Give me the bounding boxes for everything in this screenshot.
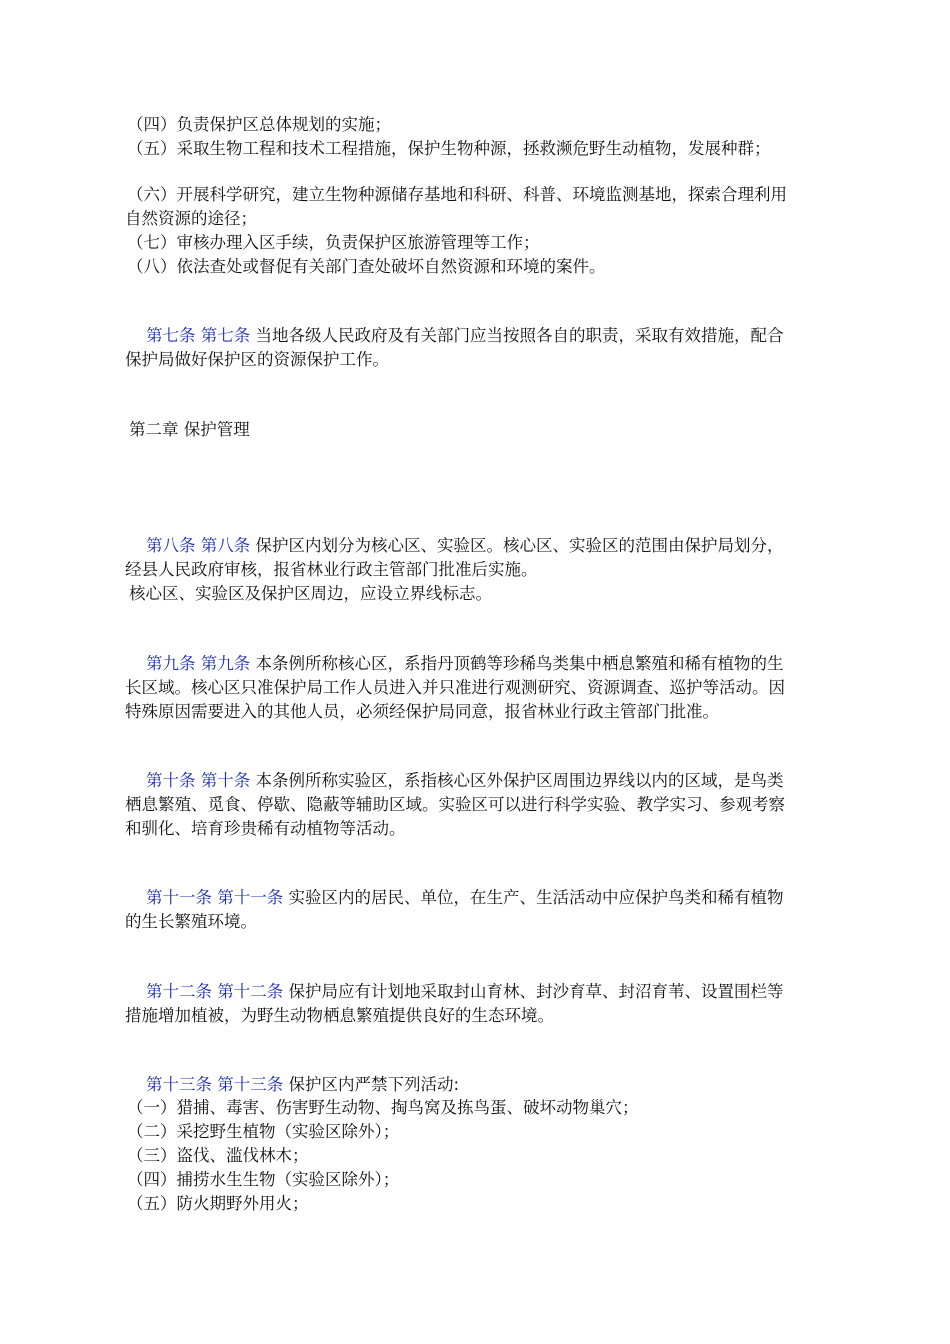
list-item: （八）依法查处或督促有关部门查处破坏自然资源和环境的案件。 [127, 257, 606, 276]
article-link[interactable]: 第十条 [200, 771, 251, 790]
article-text: 当地各级人民政府及有关部门应当按照各自的职责，采取有效措施，配合 [255, 326, 784, 345]
list-item: 自然资源的途径； [125, 209, 257, 228]
article-7-line-1 [146, 324, 784, 348]
article-11-line-1 [146, 886, 784, 910]
article-12-line-1 [146, 980, 784, 1004]
list-item: （一）猎捕、毒害、伤害野生动物、掏鸟窝及拣鸟蛋、破坏动物巢穴； [127, 1098, 639, 1117]
list-item: （三）盗伐、滥伐林木； [127, 1146, 309, 1165]
list-item: （六）开展科学研究，建立生物种源储存基地和科研、科普、环境监测基地，探索合理利用 [127, 185, 787, 204]
list-item: （五）防火期野外用火； [127, 1194, 309, 1213]
article-link[interactable]: 第十二条 [217, 982, 284, 1001]
article-text: 本条例所称核心区，系指丹顶鹤等珍稀鸟类集中栖息繁殖和稀有植物的生 [255, 654, 784, 673]
article-8-line-3: 核心区、实验区及保护区周边，应设立界线标志。 [129, 584, 492, 603]
article-link[interactable]: 第十三条 [217, 1075, 284, 1094]
article-text: 保护区内划分为核心区、实验区。核心区、实验区的范围由保护局划分， [255, 536, 784, 555]
article-text: 实验区内的居民、单位，在生产、生活活动中应保护鸟类和稀有植物 [288, 888, 784, 907]
article-link[interactable]: 第十一条 [217, 888, 284, 907]
list-item: （五）采取生物工程和技术工程措施，保护生物种源，拯救濒危野生动植物，发展种群； [127, 139, 771, 158]
article-10-line-2: 栖息繁殖、觅食、停歇、隐蔽等辅助区域。实验区可以进行科学实验、教学实习、参观考察 [125, 795, 785, 814]
article-text: 本条例所称实验区，系指核心区外保护区周围边界线以内的区域，是鸟类 [255, 771, 784, 790]
article-link[interactable]: 第九条 [200, 654, 251, 673]
article-7-line-2: 保护局做好保护区的资源保护工作。 [125, 350, 389, 369]
chapter-title: 第二章 保护管理 [129, 420, 250, 439]
article-number: 第九条 [146, 654, 196, 673]
article-13-line-1 [146, 1073, 459, 1097]
list-item: （四）捕捞水生生物（实验区除外）； [127, 1170, 400, 1189]
list-item: （四）负责保护区总体规划的实施； [127, 115, 391, 134]
article-10-line-3: 和驯化、培育珍贵稀有动植物等活动。 [125, 819, 406, 838]
list-item: （二）采挖野生植物（实验区除外）； [127, 1122, 400, 1141]
article-link[interactable]: 第八条 [200, 536, 251, 555]
article-number: 第八条 [146, 536, 196, 555]
article-8-line-1 [146, 534, 784, 558]
article-9-line-2: 长区域。核心区只准保护局工作人员进入并只准进行观测研究、资源调查、巡护等活动。因 [125, 678, 785, 697]
article-9-line-3: 特殊原因需要进入的其他人员，必须经保护局同意，报省林业行政主管部门批准。 [125, 702, 719, 721]
article-number: 第十三条 [146, 1075, 212, 1094]
article-text: 保护区内严禁下列活动: [288, 1075, 460, 1094]
article-10-line-1 [146, 769, 784, 793]
article-text: 保护局应有计划地采取封山育林、封沙育草、封沼育苇、设置围栏等 [288, 982, 784, 1001]
article-9-line-1 [146, 652, 784, 676]
article-number: 第十一条 [146, 888, 212, 907]
article-12-line-2: 措施增加植被，为野生动物栖息繁殖提供良好的生态环境。 [125, 1006, 554, 1025]
article-number: 第十条 [146, 771, 196, 790]
article-number: 第十二条 [146, 982, 212, 1001]
article-8-line-2: 经县人民政府审核，报省林业行政主管部门批准后实施。 [125, 560, 538, 579]
article-number: 第七条 [146, 326, 196, 345]
article-11-line-2: 的生长繁殖环境。 [125, 912, 257, 931]
list-item: （七）审核办理入区手续，负责保护区旅游管理等工作； [127, 233, 540, 252]
article-link[interactable]: 第七条 [200, 326, 251, 345]
